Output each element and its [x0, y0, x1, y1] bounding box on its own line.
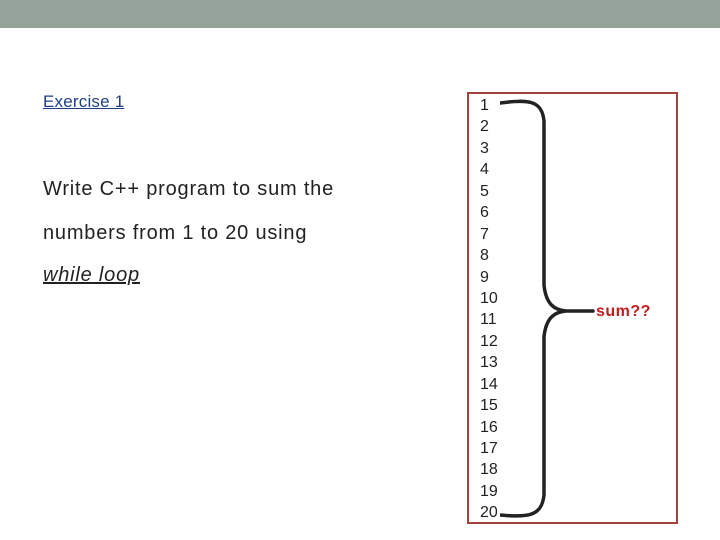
number-item: 18	[480, 461, 498, 479]
number-item: 2	[480, 118, 489, 136]
number-item: 12	[480, 332, 498, 350]
number-item: 7	[480, 225, 489, 243]
number-item: 16	[480, 418, 498, 436]
number-item: 5	[480, 182, 489, 200]
top-band	[0, 0, 720, 28]
number-item: 17	[480, 440, 498, 457]
number-item: 3	[480, 139, 489, 157]
number-item: 19	[480, 482, 498, 500]
number-item: 8	[480, 247, 489, 265]
prompt-line-2: numbers from 1 to 20 using	[43, 222, 308, 244]
number-item: 9	[480, 268, 489, 286]
right-brace-icon	[500, 95, 596, 523]
sum-label: sum??	[596, 303, 651, 320]
number-item: 6	[480, 204, 489, 222]
number-item: 14	[480, 375, 498, 393]
prompt-line-1: Write C++ program to sum the	[43, 178, 335, 200]
number-item: 13	[480, 354, 498, 372]
number-item: 10	[480, 289, 498, 307]
number-item: 4	[480, 161, 489, 179]
exercise-title: Exercise 1	[43, 92, 125, 111]
number-item: 1	[480, 97, 489, 114]
number-item: 15	[480, 397, 498, 415]
number-item: 11	[480, 311, 497, 329]
number-item: 20	[480, 504, 498, 522]
prompt-line-3: while loop	[43, 264, 140, 286]
